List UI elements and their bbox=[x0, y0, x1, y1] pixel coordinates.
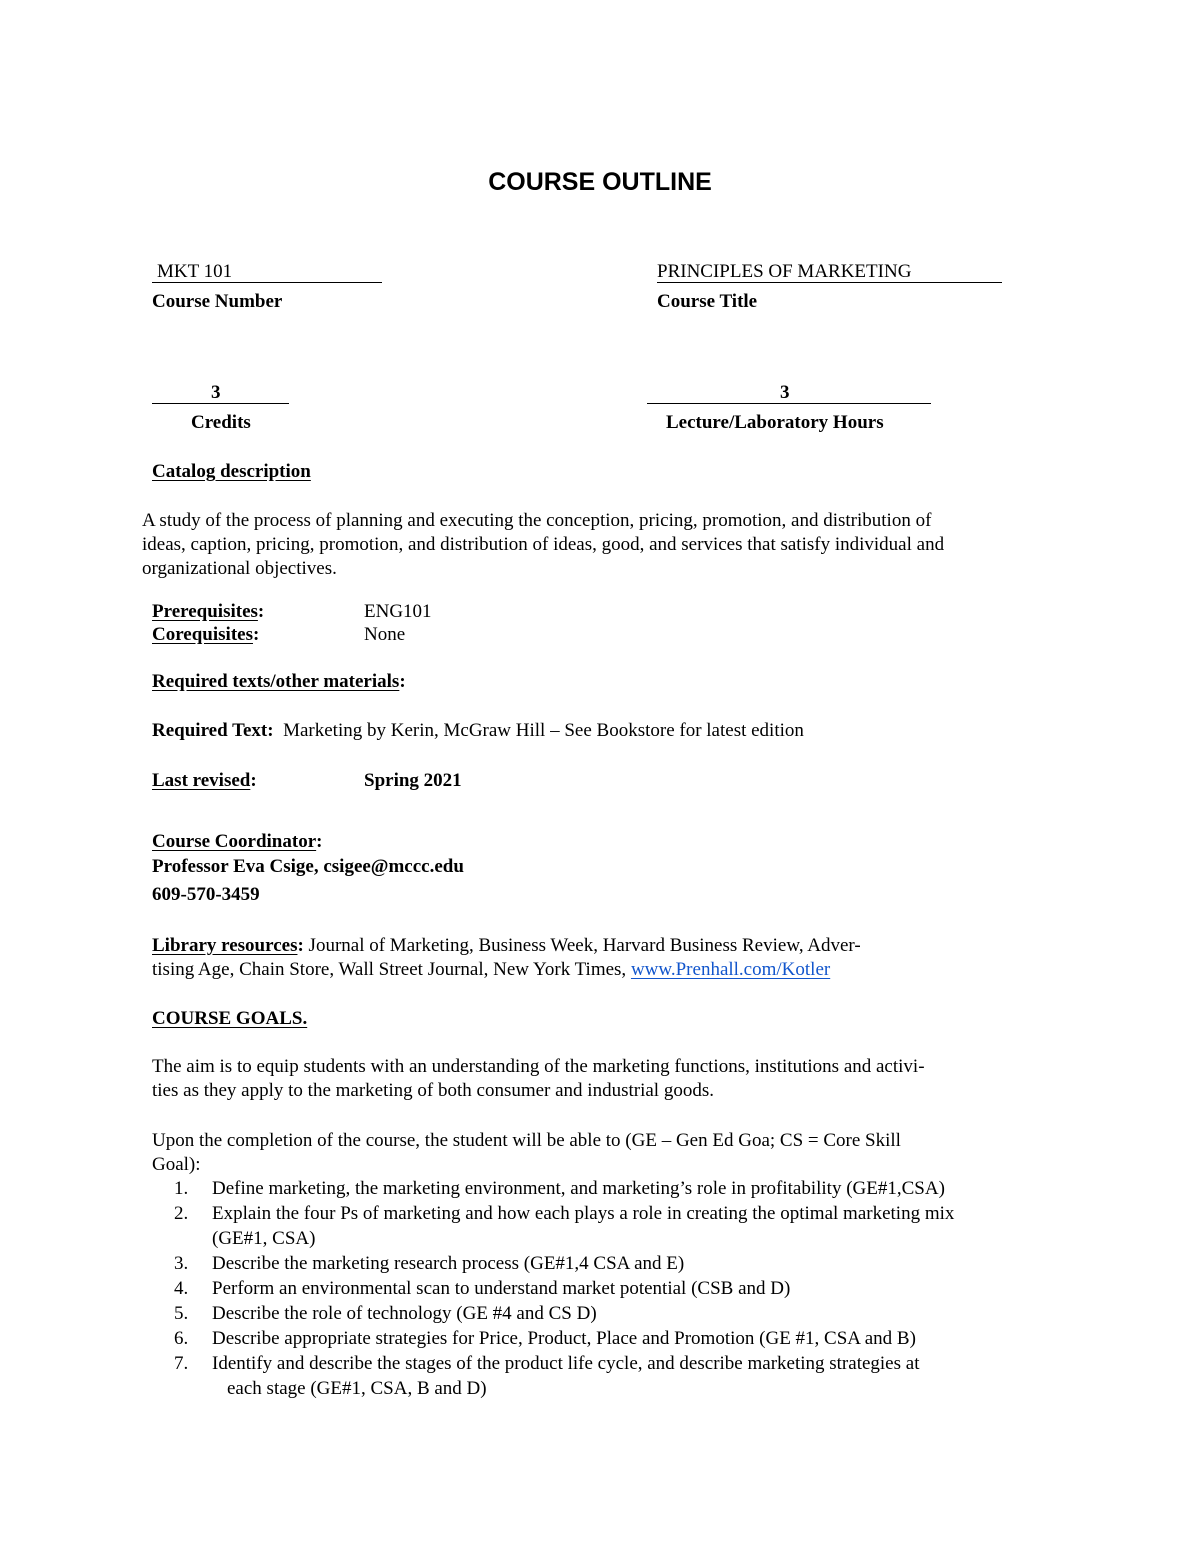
last-revised-label-text: Last revised bbox=[152, 770, 251, 791]
library-label: Library resources bbox=[152, 935, 298, 956]
coordinator-name: Professor Eva Csige, csigee@mccc.edu bbox=[152, 856, 464, 877]
goal-text-continued: (GE#1, CSA) bbox=[212, 1228, 316, 1249]
coordinator-heading-text: Course Coordinator bbox=[152, 831, 317, 852]
goals-intro-line: Goal): bbox=[152, 1154, 201, 1175]
required-materials-heading-text: Required texts/other materials bbox=[152, 671, 400, 692]
goal-item bbox=[152, 1176, 1072, 1201]
goals-intro bbox=[152, 1129, 901, 1177]
goal-number: 5. bbox=[174, 1303, 189, 1324]
prerequisites-label: Prerequisites: bbox=[152, 601, 265, 622]
last-revised-value: Spring 2021 bbox=[364, 770, 462, 791]
goal-text: Explain the four Ps of marketing and how each plays a role in creating the optimal marketing mix bbox=[212, 1203, 955, 1224]
hours-label: Lecture/Laboratory Hours bbox=[666, 412, 884, 433]
course-number-underline bbox=[152, 282, 382, 283]
coordinator-heading: Course Coordinator: bbox=[152, 831, 323, 852]
goals-aim-line: ties as they apply to the marketing of both consumer and industrial goods. bbox=[152, 1080, 714, 1101]
goal-text: Perform an environmental scan to understand market potential (CSB and D) bbox=[212, 1278, 791, 1299]
goals-aim-line: The aim is to equip students with an understanding of the marketing functions, institutions and activi- bbox=[152, 1056, 925, 1077]
hours-value: 3 bbox=[780, 382, 790, 403]
prerequisites-value: ENG101 bbox=[364, 601, 432, 622]
prerequisites-label-text: Prerequisites bbox=[152, 601, 258, 622]
hours-underline bbox=[647, 403, 931, 404]
catalog-line: ideas, caption, pricing, promotion, and distribution of ideas, good, and services that satisfy individual and bbox=[142, 534, 945, 555]
coordinator-phone: 609-570-3459 bbox=[152, 884, 260, 905]
catalog-line: organizational objectives. bbox=[142, 558, 337, 579]
page-title: COURSE OUTLINE bbox=[488, 168, 712, 196]
required-materials-heading: Required texts/other materials: bbox=[152, 671, 406, 692]
goal-number: 3. bbox=[174, 1253, 189, 1274]
goal-text: Identify and describe the stages of the product life cycle, and describe marketing strategies at bbox=[212, 1353, 920, 1374]
corequisites-label-text: Corequisites bbox=[152, 624, 253, 645]
goal-text: Describe appropriate strategies for Price, Product, Place and Promotion (GE #1, CSA and B) bbox=[212, 1328, 916, 1349]
library-link[interactable]: www.Prenhall.com/Kotler bbox=[630, 959, 831, 980]
goal-text-continued: each stage (GE#1, CSA, B and D) bbox=[227, 1378, 487, 1399]
course-number-value: MKT 101 bbox=[157, 261, 233, 282]
library-resources: Library resources: Journal of Marketing, Business Week, Harvard Business Review, Adver- tising Age, Chain Store, Wall Street Journal, New York Times, www.Prenhall.com/Kotler bbox=[152, 935, 861, 980]
credits-underline bbox=[152, 403, 289, 404]
catalog-line: A study of the process of planning and executing the conception, pricing, promotion, and distribution of bbox=[142, 510, 932, 531]
last-revised-label: Last revised: bbox=[152, 770, 257, 791]
catalog-heading: Catalog description bbox=[152, 461, 311, 482]
goal-item bbox=[152, 1326, 1072, 1351]
goal-text: Describe the role of technology (GE #4 and CS D) bbox=[212, 1303, 597, 1324]
credits-label: Credits bbox=[191, 412, 251, 433]
library-line1: Journal of Marketing, Business Week, Harvard Business Review, Adver- bbox=[308, 935, 861, 956]
required-text-line bbox=[152, 721, 804, 740]
goal-number: 6. bbox=[174, 1328, 189, 1349]
course-title-label: Course Title bbox=[657, 291, 758, 312]
goals-heading: COURSE GOALS. bbox=[152, 1008, 308, 1029]
goal-item bbox=[152, 1201, 1072, 1251]
corequisites-label: Corequisites: bbox=[152, 624, 260, 645]
corequisites-value: None bbox=[364, 624, 406, 645]
goal-item bbox=[152, 1276, 1072, 1301]
credits-value: 3 bbox=[211, 382, 221, 403]
library-line2: tising Age, Chain Store, Wall Street Journal, New York Times, bbox=[152, 959, 627, 980]
goal-text: Define marketing, the marketing environment, and marketing’s role in profitability (GE#1,CSA) bbox=[212, 1178, 945, 1199]
goal-item bbox=[152, 1251, 1072, 1276]
goals-intro-line: Upon the completion of the course, the student will be able to (GE – Gen Ed Goa; CS = Core Skill bbox=[152, 1130, 901, 1151]
goal-number: 2. bbox=[174, 1203, 189, 1224]
catalog-description bbox=[142, 509, 944, 581]
goal-text: Describe the marketing research process (GE#1,4 CSA and E) bbox=[212, 1253, 685, 1274]
course-title-value: PRINCIPLES OF MARKETING bbox=[657, 261, 912, 282]
course-number-label: Course Number bbox=[152, 291, 283, 312]
goals-list bbox=[152, 1176, 1072, 1401]
required-text-value: Marketing by Kerin, McGraw Hill – See Bookstore for latest edition bbox=[283, 720, 804, 741]
goals-aim bbox=[152, 1055, 925, 1103]
goal-item bbox=[152, 1351, 1072, 1401]
goal-item bbox=[152, 1301, 1072, 1326]
required-text-label: Required Text: bbox=[152, 720, 274, 741]
goal-number: 7. bbox=[174, 1353, 189, 1374]
course-title-underline bbox=[657, 282, 1002, 283]
goal-number: 4. bbox=[174, 1278, 189, 1299]
goal-number: 1. bbox=[174, 1178, 189, 1199]
